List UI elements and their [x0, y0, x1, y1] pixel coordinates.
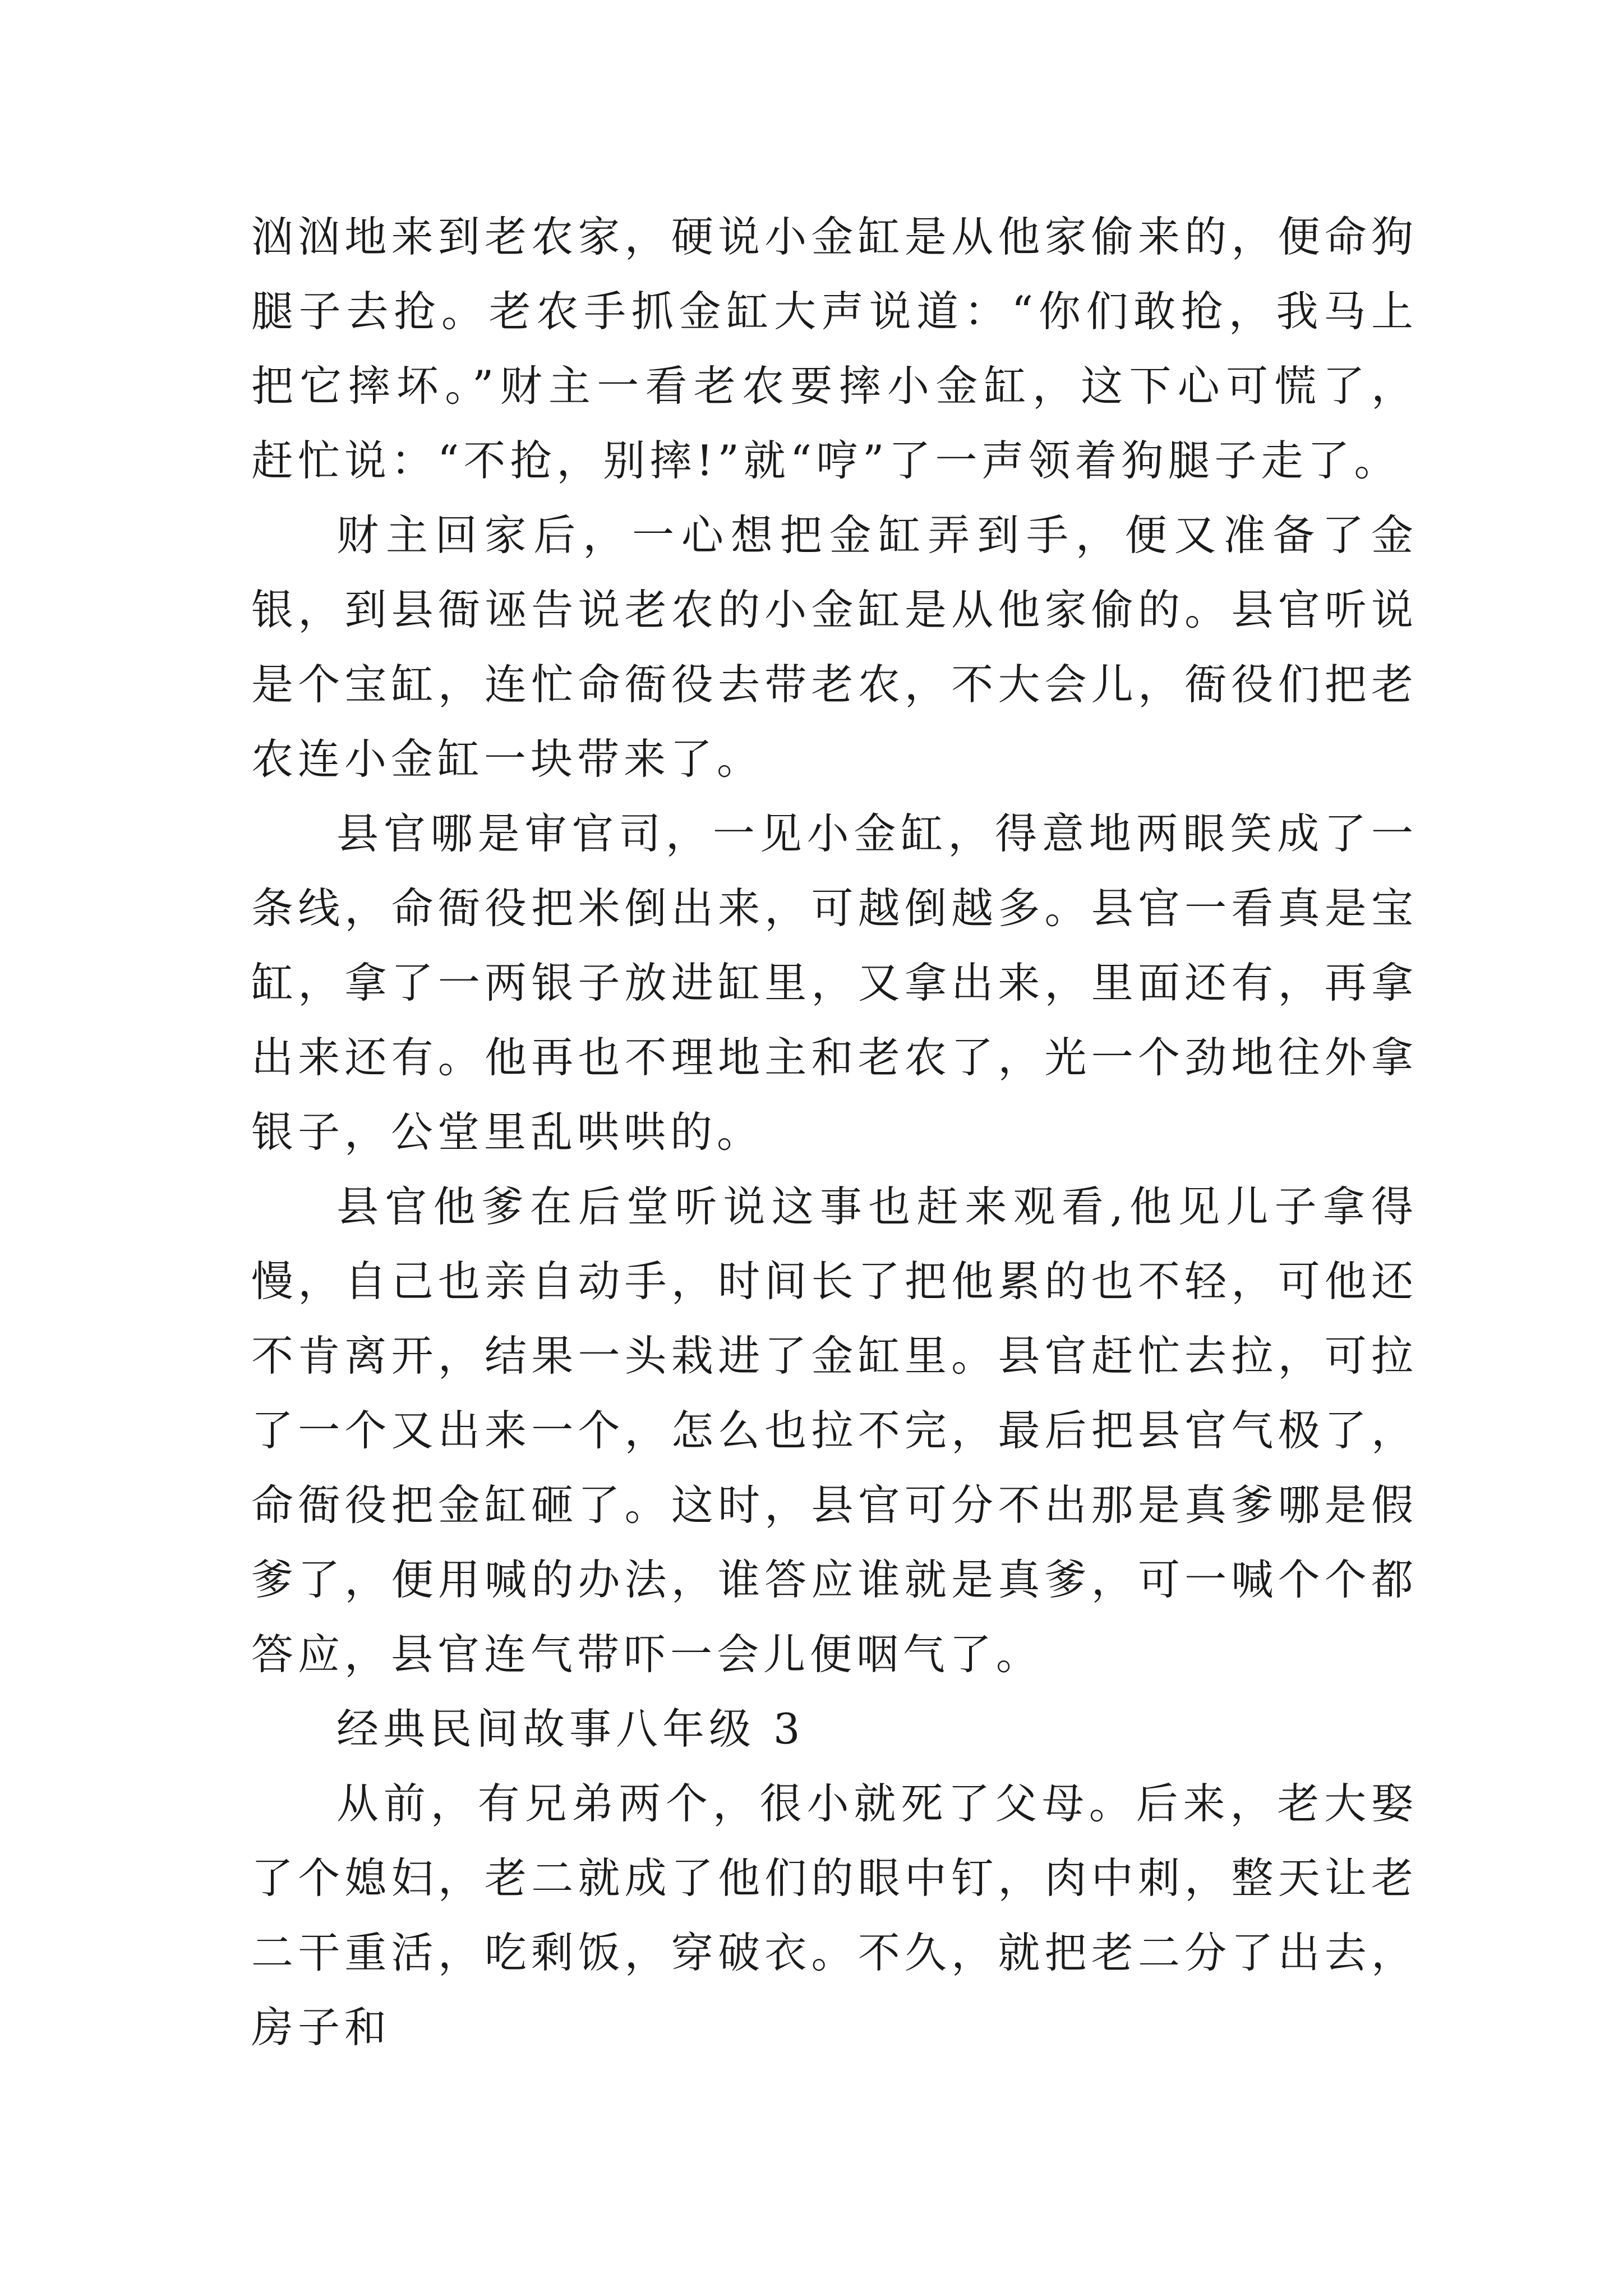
paragraph-1: 汹汹地来到老农家，硬说小金缸是从他家偷来的，便命狗腿子去抢。老农手抓金缸大声说道：“你们敢抢，我马上把它摔坏。”财主一看老农要摔小金缸，这下心可慌了，赶忙说：“不抢，别摔!”就“哼”了一声领着狗腿子走了。	[251, 212, 1418, 485]
paragraph-2: 财主回家后，一心想把金缸弄到手，便又准备了金银，到县衙诬告说老农的小金缸是从他家偷的。县官听说是个宝缸，连忙命衙役去带老农，不大会儿，衙役们把老农连小金缸一块带来了。	[251, 510, 1418, 784]
paragraph-4: 县官他爹在后堂听说这事也赶来观看,他见儿子拿得慢，自己也亲自动手，时间长了把他累的也不轻，可他还不肯离开，结果一头栽进了金缸里。县官赶忙去拉，可拉了一个又出来一个，怎么也拉不完，最后把县官气极了，命衙役把金缸砸了。这时，县官可分不出那是真爹哪是假爹了，便用喊的办法，谁答应谁就是真爹，可一喊个个都答应，县官连气带吓一会儿便咽气了。	[251, 1182, 1418, 1679]
paragraph-3: 县官哪是审官司，一见小金缸，得意地两眼笑成了一条线，命衙役把米倒出来，可越倒越多。县官一看真是宝缸，拿了一两银子放进缸里，又拿出来，里面还有，再拿出来还有。他再也不理地主和老农了，光一个劲地往外拿银子，公堂里乱哄哄的。	[251, 809, 1418, 1157]
section-heading: 经典民间故事八年级 3	[336, 1704, 805, 1754]
document-body	[251, 200, 1418, 2065]
paragraph-5: 从前，有兄弟两个，很小就死了父母。后来，老大娶了个媳妇，老二就成了他们的眼中钉，肉中刺，整天让老二干重活，吃剩饭，穿破衣。不久，就把老二分了出去，房子和	[251, 1779, 1418, 2052]
